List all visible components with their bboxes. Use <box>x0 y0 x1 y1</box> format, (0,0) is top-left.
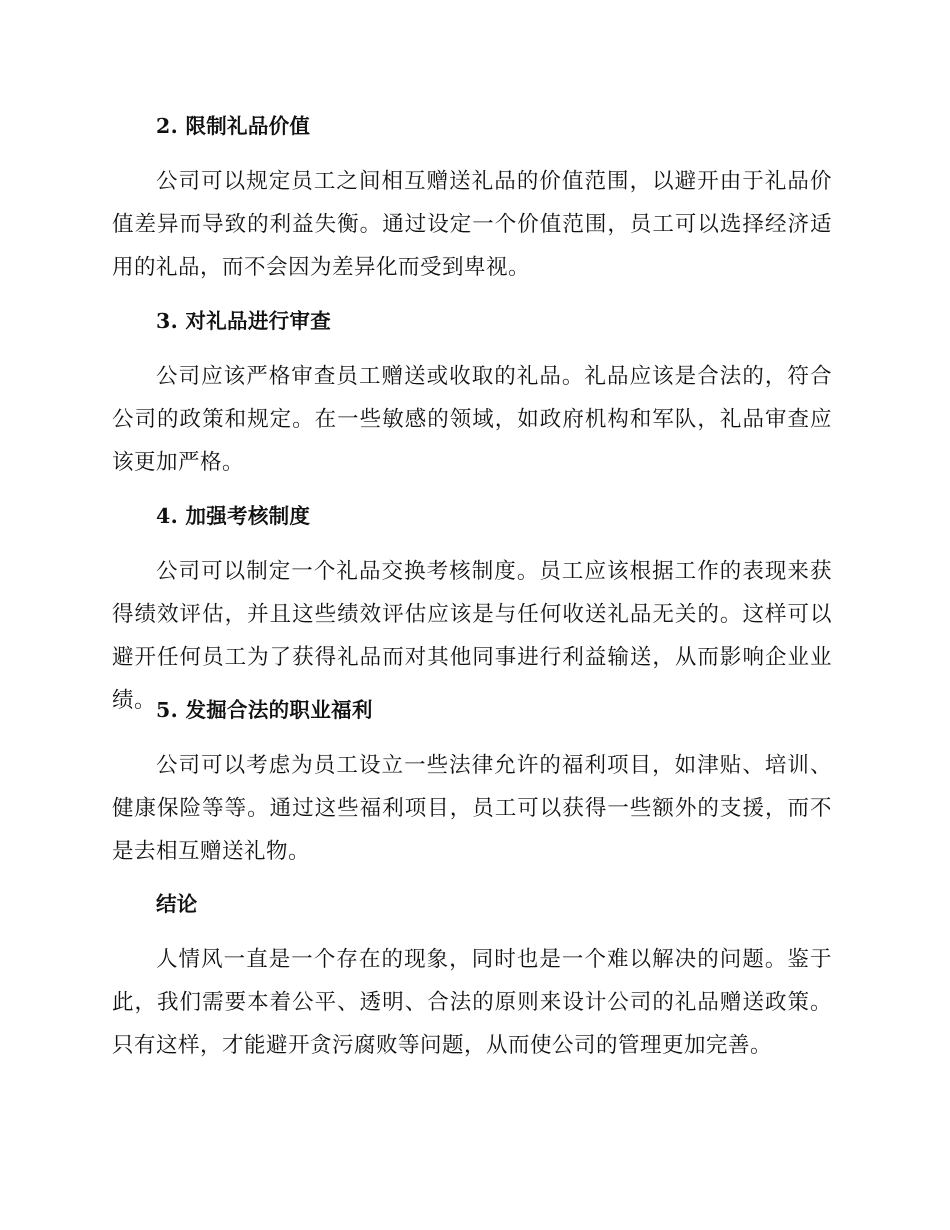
section-heading-assessment-system: 4. 加强考核制度 <box>156 504 311 528</box>
section-paragraph-assessment-system: 公司可以制定一个礼品交换考核制度。员工应该根据工作的表现来获得绩效评估，并且这些绩效评估应该是与任何收送礼品无关的。这样可以避开任何员工为了获得礼品而对其他同事进行利益输送，从而影响企业业绩。 <box>112 559 832 713</box>
section-paragraph-gift-review: 公司应该严格审查员工赠送或收取的礼品。礼品应该是合法的，符合公司的政策和规定。在一些敏感的领域，如政府机构和军队，礼品审查应该更加严格。 <box>112 364 832 475</box>
section-heading-gift-review: 3. 对礼品进行审查 <box>156 309 332 333</box>
section-paragraph-conclusion: 人情风一直是一个存在的现象，同时也是一个难以解决的问题。鉴于此，我们需要本着公平、透明、合法的原则来设计公司的礼品赠送政策。只有这样，才能避开贪污腐败等问题，从而使公司的管理更加完善。 <box>112 947 832 1058</box>
section-heading-conclusion: 结论 <box>156 892 198 916</box>
section-paragraph-gift-value-limit: 公司可以规定员工之间相互赠送礼品的价值范围，以避开由于礼品价值差异而导致的利益失衡。通过设定一个价值范围，员工可以选择经济适用的礼品，而不会因为差异化而受到卑视。 <box>112 169 832 280</box>
section-heading-gift-value-limit: 2. 限制礼品价值 <box>156 114 311 138</box>
section-heading-legal-benefits: 5. 发掘合法的职业福利 <box>156 698 373 722</box>
section-paragraph-legal-benefits: 公司可以考虑为员工设立一些法律允许的福利项目，如津贴、培训、健康保险等等。通过这些福利项目，员工可以获得一些额外的支援，而不是去相互赠送礼物。 <box>112 753 832 864</box>
